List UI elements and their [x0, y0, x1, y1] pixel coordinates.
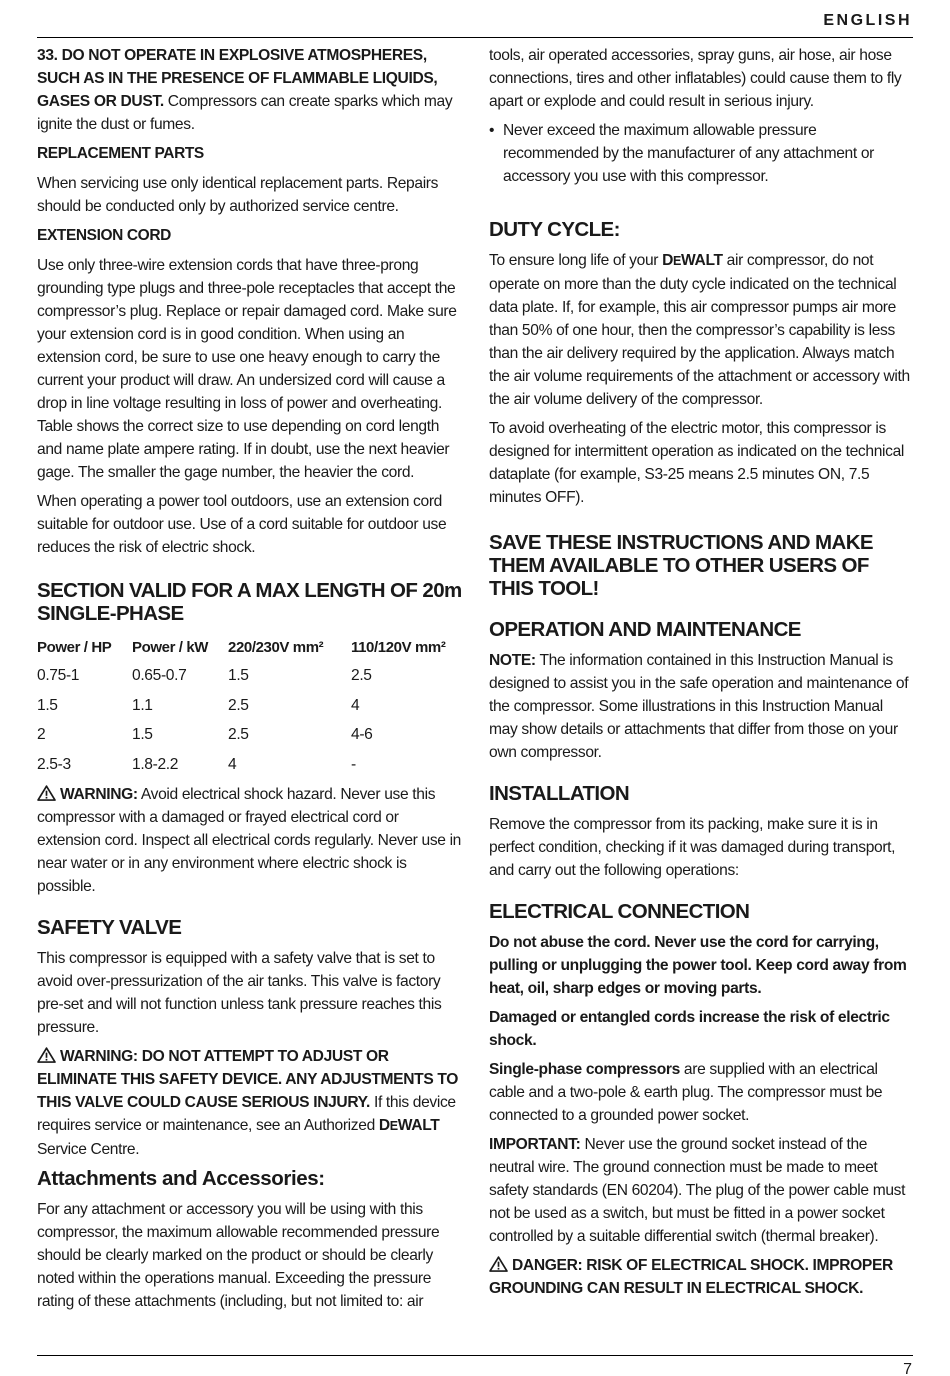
- page-number: 7: [903, 1361, 912, 1376]
- warning-text: Avoid electrical shock hazard. Never use this compressor with a damaged or frayed electrical cord or extension cord. Inspect all electrical cords regularly. Never use in near water or in any environment where electric shock is possible.: [37, 786, 462, 895]
- operation-maintenance-heading: OPERATION AND MAINTENANCE: [489, 618, 801, 641]
- electrical-bold-1: Do not abuse the cord. Never use the cord for carrying, pulling or unplugging the power tool. Keep cord away from heat, oil, sharp edges or moving parts.: [489, 934, 907, 997]
- safety-valve-heading: SAFETY VALVE: [37, 916, 182, 939]
- item-33: [37, 44, 463, 136]
- electrical-connection-heading: ELECTRICAL CONNECTION: [489, 900, 750, 923]
- note-text: [489, 649, 915, 764]
- table-cell: 1.1: [132, 696, 153, 714]
- important-body: Never use the ground socket instead of the neutral wire. The ground connection must be made to meet safety standards (EN 60204). The plug of the power cable must not be used as a switch, but must be fitted in a power socket controlled by a suitable differential switch (thermal breaker).: [489, 1136, 906, 1245]
- safety-valve-text: This compressor is equipped with a safety valve that is set to avoid over-pressurization of the air tanks. This valve is factory pre-set and will not function unless tank pressure reaches this pressure.: [37, 950, 442, 1036]
- brand-letter: D: [662, 252, 674, 269]
- replacement-parts-text: When servicing use only identical replacement parts. Repairs should be conducted only by authorized service centre.: [37, 175, 439, 215]
- table-cell: 1.5: [37, 696, 58, 714]
- table-cell: 2.5: [228, 726, 249, 744]
- warning-triangle-icon: [489, 1256, 508, 1272]
- extension-cord-outdoor-text: When operating a power tool outdoors, use an extension cord suitable for outdoor use. Use of a cord suitable for outdoor use reduces the risk of electric shock.: [37, 493, 447, 556]
- attachments-text: For any attachment or accessory you will be using with this compressor, the maximum allowable recommended pressure should be clearly marked on the product or should be clearly noted within the operations manual. Exceeding the pressure rating of these attachments (including, but not limited to: air: [37, 1201, 440, 1310]
- brand-letter: D: [378, 1117, 390, 1134]
- footer-rule: [37, 1355, 913, 1356]
- language-label: ENGLISH: [823, 12, 912, 29]
- table-cell: 0.65-0.7: [132, 667, 187, 685]
- table-cell: -: [351, 755, 356, 773]
- pressure-bullet-list: [489, 119, 915, 188]
- warning-triangle-icon: [37, 1047, 56, 1063]
- danger-text: DANGER: RISK OF ELECTRICAL SHOCK. IMPROPER GROUNDING CAN RESULT IN ELECTRICAL SHOCK.: [489, 1257, 893, 1297]
- cord-size-table: [37, 633, 461, 779]
- table-cell: 0.75-1: [37, 667, 80, 685]
- table-row: [37, 750, 461, 780]
- warning-safety-text-a: If this device requires service or maintenance, see an Authorized: [37, 1094, 456, 1134]
- duty-cycle-overheating-text: To avoid overheating of the electric motor, this compressor is designed for intermittent operation as indicated on the technical dataplate (for example, S3-25 means 2.5 minutes ON, 7.5 minutes OFF).: [489, 420, 905, 506]
- extension-cord-text: Use only three-wire extension cords that have three-prong grounding type plugs and three-pole receptacles that accept the compressor’s plug. Replace or repair damaged cord. Make sure your extension cord is in good condition. When using an extension cord, be sure to use one heavy enough to carry the current your product will draw. An undersized cord will cause a drop in line voltage resulting in loss of power and overheating. Table shows the correct size to use depending on cord length and name plate ampere rating. If in doubt, use the next heavier gage. The smaller the gage number, the heavier the cord.: [37, 257, 457, 481]
- left-column: [37, 44, 463, 1319]
- installation-heading: INSTALLATION: [489, 782, 630, 805]
- attachments-continued-text: tools, air operated accessories, spray guns, air hose, air hose connections, tires and other inflatables) could cause them to fly apart or explode and could result in serious injury.: [489, 47, 902, 110]
- table-cell: 4-6: [351, 726, 373, 744]
- single-phase-body: are supplied with an electrical cable and a two-pole & earth plug. The compressor must be connected to a grounded power socket.: [489, 1061, 883, 1124]
- danger-warning: [489, 1254, 915, 1300]
- right-column: [489, 44, 915, 1306]
- electrical-bold-text-1: [489, 931, 915, 1000]
- brand-logo-text: [379, 1117, 440, 1134]
- installation-text: Remove the compressor from its packing, make sure it is in perfect condition, checking if it was damaged during transport, and carry out the following operations:: [489, 816, 896, 879]
- duty-cycle-heading: DUTY CYCLE:: [489, 218, 620, 241]
- brand-letter: E: [389, 1119, 398, 1133]
- note-body: The information contained in this Instruction Manual is designed to assist you in the safe operation and maintenance of the compressor. Some illustrations in this Instruction Manual may show details or attachments that differ from those on your own compressor.: [489, 652, 909, 761]
- warning-safety-text-b: Service Centre.: [37, 1141, 140, 1158]
- item-33-text: Compressors can create sparks which may ignite the dust or fumes.: [37, 93, 453, 133]
- table-header: Power / HP: [37, 638, 112, 656]
- table-header-row: [37, 633, 461, 661]
- important-label: IMPORTANT:: [489, 1136, 581, 1153]
- table-row: [37, 691, 461, 721]
- replacement-parts-heading: REPLACEMENT PARTS: [37, 145, 204, 162]
- table-row: [37, 661, 461, 691]
- attachments-heading: Attachments and Accessories:: [37, 1167, 325, 1190]
- table-cell: 2: [37, 726, 46, 744]
- table-cell: 1.5: [132, 726, 153, 744]
- warning-triangle-icon: [37, 785, 56, 801]
- table-cell: 2.5: [351, 667, 372, 685]
- single-phase-label: Single-phase compressors: [489, 1061, 680, 1078]
- table-header: 110/120V mm²: [351, 638, 446, 656]
- warning-label: WARNING:: [60, 786, 138, 803]
- header-rule: [37, 37, 913, 38]
- brand-logo-text: [662, 252, 723, 269]
- table-header: 220/230V mm²: [228, 638, 324, 656]
- duty-cycle-text: [489, 249, 915, 411]
- electrical-bold-text-2: [489, 1006, 915, 1052]
- table-cell: 2.5-3: [37, 755, 71, 773]
- list-item: • Never exceed the maximum allowable pressure recommended by the manufacturer of any attachment or accessory you use with this compressor.: [489, 119, 915, 188]
- brand-letter: WALT: [681, 252, 723, 269]
- brand-letter: E: [673, 254, 682, 268]
- warning-safety-device: [37, 1045, 463, 1161]
- section-valid-heading: SECTION VALID FOR A MAX LENGTH OF 20m SINGLE-PHASE: [37, 579, 462, 625]
- table-cell: 1.5: [228, 667, 249, 685]
- important-text: [489, 1133, 915, 1248]
- extension-cord-heading: EXTENSION CORD: [37, 227, 171, 244]
- electrical-bold-2: Damaged or entangled cords increase the risk of electric shock.: [489, 1009, 890, 1049]
- save-instructions-heading: SAVE THESE INSTRUCTIONS AND MAKE THEM AVAILABLE TO OTHER USERS OF THIS TOOL!: [489, 531, 873, 600]
- table-cell: 2.5: [228, 696, 249, 714]
- item-33-bold: 33. DO NOT OPERATE IN EXPLOSIVE ATMOSPHERES, SUCH AS IN THE PRESENCE OF FLAMMABLE LIQUIDS, GASES OR DUST.: [37, 47, 438, 110]
- note-label: NOTE:: [489, 652, 536, 669]
- brand-letter: WALT: [397, 1117, 440, 1134]
- single-phase-text: [489, 1058, 915, 1127]
- table-header: Power / kW: [132, 638, 209, 656]
- warning-safety-bold: WARNING: DO NOT ATTEMPT TO ADJUST OR ELIMINATE THIS SAFETY DEVICE. ANY ADJUSTMENTS TO THIS VALVE COULD CAUSE SERIOUS INJURY.: [37, 1048, 459, 1111]
- duty-cycle-text-b: air compressor, do not operate on more than the duty cycle indicated on the technical data plate. If, for example, this air compressor pumps air more than 50% of one hour, then the compressor’s capability is less than the air delivery required by the application. Always match the air volume requirements of the attachment or accessory with the air volume delivery of the compressor.: [489, 252, 910, 408]
- table-cell: 4: [351, 696, 360, 714]
- table-cell: 4: [228, 755, 237, 773]
- warning-electrical-shock: [37, 783, 463, 898]
- duty-cycle-text-a: To ensure long life of your: [489, 252, 663, 269]
- table-row: [37, 720, 461, 750]
- table-cell: 1.8-2.2: [132, 755, 179, 773]
